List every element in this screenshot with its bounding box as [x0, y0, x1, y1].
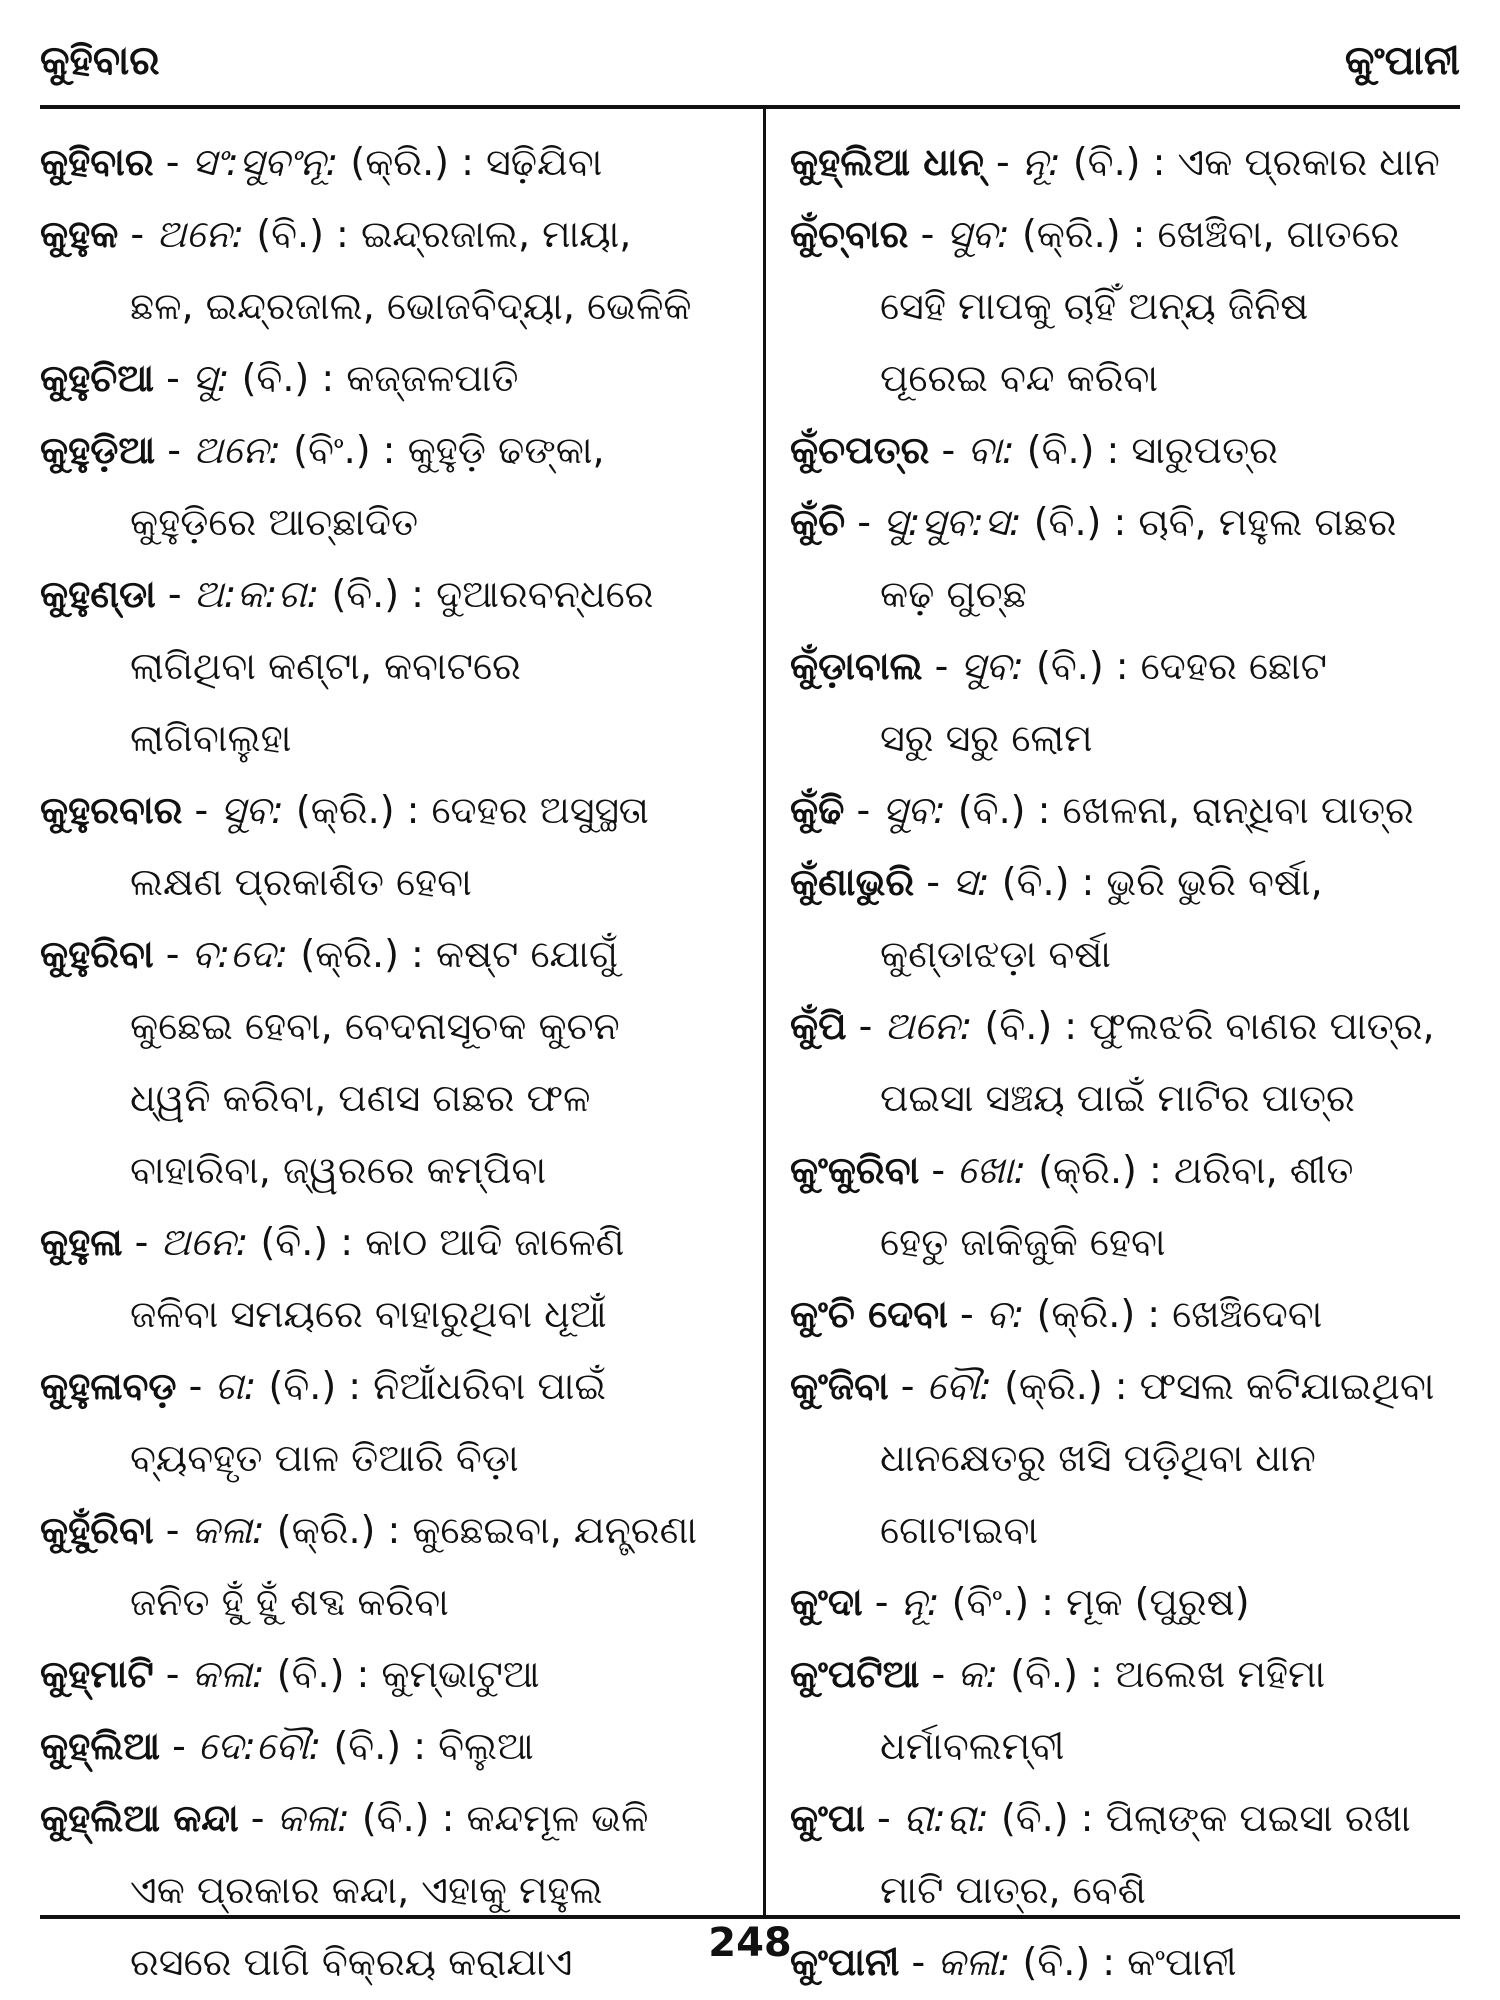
- dictionary-entry: [790, 774, 1460, 846]
- headword: କୁହ୍ଲିଆ ଧାନ୍: [790, 140, 984, 184]
- definition-text: ଛଳ, ଇନ୍ଦ୍ରଜାଲ, ଭୋଜବିଦ୍ୟା, ଭେଳିକି: [130, 284, 692, 328]
- definition-text: ହେତୁ ଜାକିଜୁକି ହେବା: [880, 1220, 1166, 1264]
- source-abbreviation: ବ:ଦେ:: [191, 932, 289, 976]
- definition-text: କୁଛେଇ ହେବା, ବେଦନାସୂଚକ କୁଚନ: [130, 1004, 620, 1048]
- definition-text: ରସରେ ପାଗି ବିକ୍ରୟ କରାଯାଏ: [130, 1940, 573, 1984]
- entry-line: [790, 270, 1460, 342]
- entry-line: [40, 630, 740, 702]
- definition-text: କୁଣ୍ଡାଝଡ଼ା ବର୍ଷା: [880, 932, 1111, 976]
- source-abbreviation: ସୁବ:: [882, 788, 946, 832]
- source-abbreviation: କଳା:: [276, 1796, 350, 1840]
- dictionary-entry: [40, 1710, 740, 1782]
- headword: କୁଂକୁରିବା: [790, 1148, 920, 1192]
- headword: କୁହୁରବାର: [40, 788, 183, 832]
- definition-text: ଇନ୍ଦ୍ରଜାଲ, ମାୟା,: [360, 212, 632, 256]
- definition-text: ଲାଗିଥିବା କଣ୍ଟା, କବାଟରେ: [130, 644, 521, 688]
- definition-text: ପଇସା ସଞ୍ଚୟ ପାଇଁ ମାଟିର ପାତ୍ର: [880, 1076, 1355, 1120]
- source-abbreviation: ଅନେ:: [156, 212, 245, 256]
- entry-line: କୁହ୍ମାଟି - କଳା: (ବି.) : କୁମ୍ଭାଟୁଆ: [40, 1652, 540, 1696]
- part-of-speech: (କ୍ରି.): [1036, 1292, 1136, 1336]
- headword: କୁଁଣାଭୁରି: [790, 860, 915, 904]
- top-rule: [40, 105, 1460, 109]
- source-abbreviation: ସୁ:ସୁବ:ସ:: [882, 500, 1022, 544]
- part-of-speech: (ବିଂ.): [293, 428, 371, 472]
- entry-line: କୁଁଢି - ସୁବ: (ବି.) : ଖେଳନା, ରାନ୍ଧିବା ପାତ୍ର: [790, 788, 1414, 832]
- part-of-speech: (ବି.): [1072, 140, 1141, 184]
- headword: କୁଂପାନୀ: [790, 1940, 900, 1984]
- part-of-speech: (ବି.): [268, 1364, 337, 1408]
- definition-text: ଜନିତ ହୁଁ ହୁଁ ଶବ୍ଦ କରିବା: [130, 1580, 449, 1624]
- part-of-speech: (କ୍ରି.): [350, 140, 450, 184]
- dictionary-entry: [790, 990, 1460, 1134]
- dictionary-entry: [790, 630, 1460, 774]
- definition-text: ମୂକ (ପୁରୁଷ): [1066, 1580, 1250, 1624]
- headword: କୁହୁକ: [40, 212, 119, 256]
- left-column: [40, 126, 740, 1998]
- source-abbreviation: ସ:: [952, 860, 990, 904]
- column-divider: [763, 109, 766, 1915]
- source-abbreviation: କ:: [957, 1652, 999, 1696]
- dictionary-entry: [790, 1350, 1460, 1566]
- dictionary-entry: [790, 1566, 1460, 1638]
- entry-line: କୁଂପଟିଆ - କ: (ବି.) : ଅଲେଖ ମହିମା: [790, 1652, 1326, 1696]
- definition-text: କଂପାନୀ: [1127, 1940, 1237, 1984]
- entry-line: [790, 558, 1460, 630]
- definition-text: କୁମ୍ଭାଟୁଆ: [381, 1652, 540, 1696]
- part-of-speech: (କ୍ରି.): [300, 932, 399, 976]
- entry-line: କୁହ୍ଲିଆ - ଦେ:ବୌ: (ବି.) : ବିଲୁଆ: [40, 1724, 534, 1768]
- definition-text: କନ୍ଦମୂଳ ଭଳି: [466, 1796, 649, 1840]
- source-abbreviation: ସୁବ:: [960, 644, 1024, 688]
- definition-text: ଧ୍ୱନି କରିବା, ପଣସ ଗଛର ଫଳ: [130, 1076, 591, 1120]
- headword: କୁଁଢି: [790, 788, 845, 832]
- definition-text: ଦେହର ଛୋଟ: [1140, 644, 1327, 688]
- definition-text: ଏକ ପ୍ରକାର ଧାନ: [1177, 140, 1440, 184]
- entry-line: [40, 1422, 740, 1494]
- dictionary-entry: [40, 342, 740, 414]
- entry-line: [40, 1062, 740, 1134]
- dictionary-entry: [40, 774, 740, 918]
- entry-line: କୁଂପା - ରା:ରା: (ବି.) : ପିଲାଙ୍କ ପଇସା ରଖା: [790, 1796, 1411, 1840]
- part-of-speech: (କ୍ରି.): [295, 788, 395, 832]
- entry-line: କୁହୁଳା - ଅନେ: (ବି.) : କାଠ ଆଦି ଜାଳେଣି: [40, 1220, 625, 1264]
- definition-text: ଖେଞ୍ଚିବା, ଗାତରେ: [1157, 212, 1400, 256]
- source-abbreviation: ଅନେ:: [193, 428, 282, 472]
- definition-text: ବ୍ୟବହୃତ ପାଳ ତିଆରି ବିଡ଼ା: [130, 1436, 519, 1480]
- definition-text: ଚାବି, ମହୁଲ ଗଛର: [1138, 500, 1397, 544]
- dictionary-entry: [790, 1638, 1460, 1782]
- definition-text: କଜ୍ଜଳପାତି: [346, 356, 519, 400]
- definition-text: ଲକ୍ଷଣ ପ୍ରକାଶିତ ହେବା: [130, 860, 472, 904]
- headword: କୁହୁଳା: [40, 1220, 123, 1264]
- part-of-speech: (ବି.): [957, 788, 1026, 832]
- definition-text: ସଢ଼ିଯିବା: [485, 140, 603, 184]
- dictionary-entry: [40, 1206, 740, 1350]
- headword: କୁହ୍ଲିଆ କନ୍ଦା: [40, 1796, 239, 1840]
- part-of-speech: (ବି.): [1000, 1796, 1069, 1840]
- definition-text: ଖେଳନା, ରାନ୍ଧିବା ପାତ୍ର: [1062, 788, 1414, 832]
- part-of-speech: (ବି.): [1010, 1652, 1078, 1696]
- entry-line: [790, 702, 1460, 774]
- definition-text: ସାରୁପତ୍ର: [1131, 428, 1278, 472]
- definition-text: ଲାଗିବାଲୁହା: [130, 716, 292, 760]
- entry-line: କୁହୁଣ୍ଡା - ଅ:କ:ଗ: (ବି.) : ଦୁଆରବନ୍ଧରେ: [40, 572, 654, 616]
- entry-line: କୁହୁକ - ଅନେ: (ବି.) : ଇନ୍ଦ୍ରଜାଲ, ମାୟା,: [40, 212, 632, 256]
- definition-text: କଷ୍ଟ ଯୋଗୁଁ: [435, 932, 619, 976]
- definition-text: ସରୁ ସରୁ ଲୋମ: [880, 716, 1093, 760]
- definition-text: ଅଲେଖ ମହିମା: [1114, 1652, 1326, 1696]
- headword: କୁହିବାର: [40, 140, 154, 184]
- headword: କୁହୁଁରିବା: [40, 1508, 154, 1552]
- definition-text: ଥରିବା, ଶୀତ: [1173, 1148, 1354, 1192]
- source-abbreviation: ନୂ:: [900, 1580, 940, 1624]
- entry-line: କୁଁପି - ଅନେ: (ବି.) : ଫୁଲଝରି ବାଣର ପାତ୍ର,: [790, 1004, 1435, 1048]
- source-abbreviation: ସୁବ:: [220, 788, 284, 832]
- entry-line: [40, 846, 740, 918]
- definition-text: ଗୋଟାଇବା: [880, 1508, 1039, 1552]
- part-of-speech: (ବି.): [331, 572, 400, 616]
- definition-text: ଜଳିବା ସମୟରେ ବାହାରୁଥିବା ଧୂଆଁ: [130, 1292, 607, 1336]
- part-of-speech: (ବି.): [260, 1220, 329, 1264]
- entry-line: କୁଁଣାଭୁରି - ସ: (ବି.) : ଭୁରି ଭୁରି ବର୍ଷା,: [790, 860, 1323, 904]
- entry-line: କୁହୁରବାର - ସୁବ: (କ୍ରି.) : ଦେହର ଅସୁସ୍ଥତା: [40, 788, 649, 832]
- definition-text: ଫୁଲଝରି ବାଣର ପାତ୍ର,: [1089, 1004, 1435, 1048]
- definition-text: ଫସଲ କଟିଯାଇଥିବା: [1139, 1364, 1435, 1408]
- dictionary-entry: [790, 1782, 1460, 1926]
- entry-line: କୁଁଡ଼ାବାଲ - ସୁବ: (ବି.) : ଦେହର ଛୋଟ: [790, 644, 1327, 688]
- dictionary-entry: [40, 1638, 740, 1710]
- dictionary-entry: [790, 414, 1460, 486]
- entry-line: [790, 1494, 1460, 1566]
- entry-line: କୁଂପାନୀ - କଳା: (ବି.) : କଂପାନୀ: [790, 1940, 1237, 1984]
- entry-line: [790, 1206, 1460, 1278]
- definition-text: ବିଲୁଆ: [438, 1724, 534, 1768]
- headword: କୁଁଚି: [790, 500, 846, 544]
- definition-text: କଢ଼ ଗୁଚ୍ଛ: [880, 572, 1027, 616]
- part-of-speech: (କ୍ରି.): [1004, 1364, 1103, 1408]
- source-abbreviation: ବ:: [985, 1292, 1025, 1336]
- source-abbreviation: କଳା:: [191, 1652, 265, 1696]
- entry-line: କୁଁଚି - ସୁ:ସୁବ:ସ: (ବି.) : ଚାବି, ମହୁଲ ଗଛର: [790, 500, 1397, 544]
- definition-text: ନିଆଁଧରିବା ପାଇଁ: [373, 1364, 607, 1408]
- entry-line: [40, 1566, 740, 1638]
- headword: କୁହୁଚିଆ: [40, 356, 155, 400]
- definition-text: ବାହାରିବା, ଜ୍ୱରରେ କମ୍ପିବା: [130, 1148, 547, 1192]
- entry-line: କୁହ୍ଲିଆ ଧାନ୍ - ନୂ: (ବି.) : ଏକ ପ୍ରକାର ଧାନ: [790, 140, 1440, 184]
- entry-line: [790, 1062, 1460, 1134]
- dictionary-entry: [790, 198, 1460, 414]
- headword: କୁଂପଟିଆ: [790, 1652, 920, 1696]
- part-of-speech: (ବି.): [1036, 644, 1104, 688]
- source-abbreviation: ଗ:: [214, 1364, 257, 1408]
- entry-line: କୁହୁଡ଼ିଆ - ଅନେ: (ବିଂ.) : କୁହୁଡ଼ି ଢଙ୍କା,: [40, 428, 605, 472]
- definition-text: କୁଛେଇବା, ଯନ୍ତ୍ରଣା: [412, 1508, 697, 1552]
- definition-text: ପିଲାଙ୍କ ପଇସା ରଖା: [1105, 1796, 1411, 1840]
- headword: କୁଂପା: [790, 1796, 865, 1840]
- entry-line: କୁହିବାର - ସଂ:ସୁବଂନୂ: (କ୍ରି.) : ସଢ଼ିଯିବା: [40, 140, 603, 184]
- entry-line: [790, 342, 1460, 414]
- part-of-speech: (ବି.): [241, 356, 310, 400]
- entry-line: [790, 1422, 1460, 1494]
- part-of-speech: (କ୍ରି.): [276, 1508, 376, 1552]
- headword: କୁଁଚପତ୍ର: [790, 428, 930, 472]
- entry-line: କୁଂଦା - ନୂ: (ବିଂ.) : ମୂକ (ପୁରୁଷ): [790, 1580, 1250, 1624]
- source-abbreviation: ସଂ:ସୁବଂନୂ:: [191, 140, 339, 184]
- headword: କୁଂଚି ଦେବା: [790, 1292, 948, 1336]
- part-of-speech: (ବି.): [1001, 860, 1070, 904]
- entry-line: କୁଁଚ୍ବାର - ସୁବ: (କ୍ରି.) : ଖେଞ୍ଚିବା, ଗାତରେ: [790, 212, 1400, 256]
- bottom-rule: [40, 1915, 1460, 1919]
- entry-line: [790, 918, 1460, 990]
- part-of-speech: (ବି.): [984, 1004, 1053, 1048]
- definition-text: ଏକ ପ୍ରକାର କନ୍ଦା, ଏହାକୁ ମହୁଲ: [130, 1868, 603, 1912]
- definition-text: ଭୁରି ଭୁରି ବର୍ଷା,: [1106, 860, 1323, 904]
- part-of-speech: (ବି.): [256, 212, 324, 256]
- headword: କୁଁଡ଼ାବାଲ: [790, 644, 923, 688]
- entry-line: କୁଁଚପତ୍ର - ବା: (ବି.) : ସାରୁପତ୍ର: [790, 428, 1278, 472]
- part-of-speech: (କ୍ରି.): [1021, 212, 1121, 256]
- part-of-speech: (ବି.): [1022, 1940, 1091, 1984]
- page-number: 248: [708, 1920, 792, 1966]
- source-abbreviation: ରା:ରା:: [902, 1796, 989, 1840]
- source-abbreviation: ବା:: [967, 428, 1015, 472]
- entry-line: କୁହୁଁରିବା - କଳା: (କ୍ରି.) : କୁଛେଇବା, ଯନ୍ତ୍ରଣା: [40, 1508, 697, 1552]
- definition-text: କୁହୁଡ଼ିରେ ଆଚ୍ଛାଦିତ: [130, 500, 419, 544]
- entry-line: କୁହୁରିବା - ବ:ଦେ: (କ୍ରି.) : କଷ୍ଟ ଯୋଗୁଁ: [40, 932, 619, 976]
- source-abbreviation: ଖୋ:: [957, 1148, 1027, 1192]
- entry-line: କୁହୁଳାବଡ଼ - ଗ: (ବି.) : ନିଆଁଧରିବା ପାଇଁ: [40, 1364, 607, 1408]
- definition-text: ଧାନକ୍ଷେତରୁ ଖସି ପଡ଼ିଥିବା ଧାନ: [880, 1436, 1316, 1480]
- entry-line: [40, 990, 740, 1062]
- entry-line: କୁଂଚି ଦେବା - ବ: (କ୍ରି.) : ଖେଞ୍ଚିଦେବା: [790, 1292, 1323, 1336]
- dictionary-entry: [40, 1494, 740, 1638]
- part-of-speech: (ବି.): [333, 1724, 402, 1768]
- dictionary-entry: [790, 1278, 1460, 1350]
- entry-line: [40, 486, 740, 558]
- definition-text: ଖେଞ୍ଚିଦେବା: [1172, 1292, 1323, 1336]
- source-abbreviation: ସୁ:: [191, 356, 230, 400]
- entry-line: କୁହ୍ଲିଆ କନ୍ଦା - କଳା: (ବି.) : କନ୍ଦମୂଳ ଭଳି: [40, 1796, 649, 1840]
- source-abbreviation: ଅନେ:: [884, 1004, 973, 1048]
- dictionary-entry: [790, 846, 1460, 990]
- part-of-speech: (ବି.): [1033, 500, 1102, 544]
- definition-text: ଦେହର ଅସୁସ୍ଥତା: [431, 788, 649, 832]
- entry-line: [40, 702, 740, 774]
- dictionary-entry: [40, 1350, 740, 1494]
- entry-line: କୁହୁଚିଆ - ସୁ: (ବି.) : କଜ୍ଜଳପାତି: [40, 356, 519, 400]
- definition-text: ଧର୍ମାବଲମ୍ବୀ: [880, 1724, 1065, 1768]
- right-column: [790, 126, 1460, 1998]
- source-abbreviation: ନୂ:: [1021, 140, 1061, 184]
- definition-text: କୁହୁଡ଼ି ଢଙ୍କା,: [407, 428, 605, 472]
- headword: କୁହ୍ମାଟି: [40, 1652, 154, 1696]
- headword: କୁଁଚ୍ବାର: [790, 212, 909, 256]
- definition-text: କାଠ ଆଦି ଜାଳେଣି: [365, 1220, 625, 1264]
- definition-text: ଦୁଆରବନ୍ଧରେ: [436, 572, 654, 616]
- part-of-speech: (କ୍ରି.): [1038, 1148, 1137, 1192]
- dictionary-entry: [40, 126, 740, 198]
- definition-text: ସେହି ମାପକୁ ଚାହିଁ ଅନ୍ୟ ଜିନିଷ: [880, 284, 1309, 328]
- part-of-speech: (ବି.): [1026, 428, 1095, 472]
- headword: କୁହ୍ଲିଆ: [40, 1724, 161, 1768]
- headword: କୁଁପି: [790, 1004, 847, 1048]
- entry-line: [790, 1710, 1460, 1782]
- source-abbreviation: ଅ:କ:ଗ:: [193, 572, 320, 616]
- left-guide-word: କୁହିବାର: [40, 38, 160, 84]
- dictionary-entry: [40, 414, 740, 558]
- entry-line: କୁଂଜିବା - ବୌ: (କ୍ରି.) : ଫସଲ କଟିଯାଇଥିବା: [790, 1364, 1435, 1408]
- headword: କୁହୁଡ଼ିଆ: [40, 428, 156, 472]
- entry-line: କୁଂକୁରିବା - ଖୋ: (କ୍ରି.) : ଥରିବା, ଶୀତ: [790, 1148, 1354, 1192]
- entry-line: [40, 1134, 740, 1206]
- dictionary-entry: [790, 126, 1460, 198]
- definition-text: ମାଟି ପାତ୍ର, ବେଶି: [880, 1868, 1146, 1912]
- dictionary-entry: [40, 558, 740, 774]
- entry-line: [40, 270, 740, 342]
- entry-line: [40, 1278, 740, 1350]
- source-abbreviation: ଦେ:ବୌ:: [197, 1724, 322, 1768]
- part-of-speech: (ବି.): [361, 1796, 430, 1840]
- source-abbreviation: ଅନେ:: [160, 1220, 249, 1264]
- headword: କୁହୁଣ୍ଡା: [40, 572, 156, 616]
- definition-text: ପୂରେଇ ବନ୍ଦ କରିବା: [880, 356, 1159, 400]
- part-of-speech: (ବିଂ.): [951, 1580, 1030, 1624]
- source-abbreviation: କଳା:: [191, 1508, 265, 1552]
- dictionary-entry: [790, 486, 1460, 630]
- source-abbreviation: ସୁବ:: [946, 212, 1010, 256]
- headword: କୁହୁଳାବଡ଼: [40, 1364, 177, 1408]
- headword: କୁହୁରିବା: [40, 932, 154, 976]
- source-abbreviation: କଳା:: [937, 1940, 1011, 1984]
- dictionary-entry: [40, 918, 740, 1206]
- dictionary-entry: [40, 198, 740, 342]
- source-abbreviation: ବୌ:: [926, 1364, 992, 1408]
- right-guide-word: କୁଂପାନୀ: [1344, 38, 1460, 84]
- part-of-speech: (ବି.): [276, 1652, 345, 1696]
- dictionary-entry: [790, 1134, 1460, 1278]
- headword: କୁଂଜିବା: [790, 1364, 889, 1408]
- headword: କୁଂଦା: [790, 1580, 863, 1624]
